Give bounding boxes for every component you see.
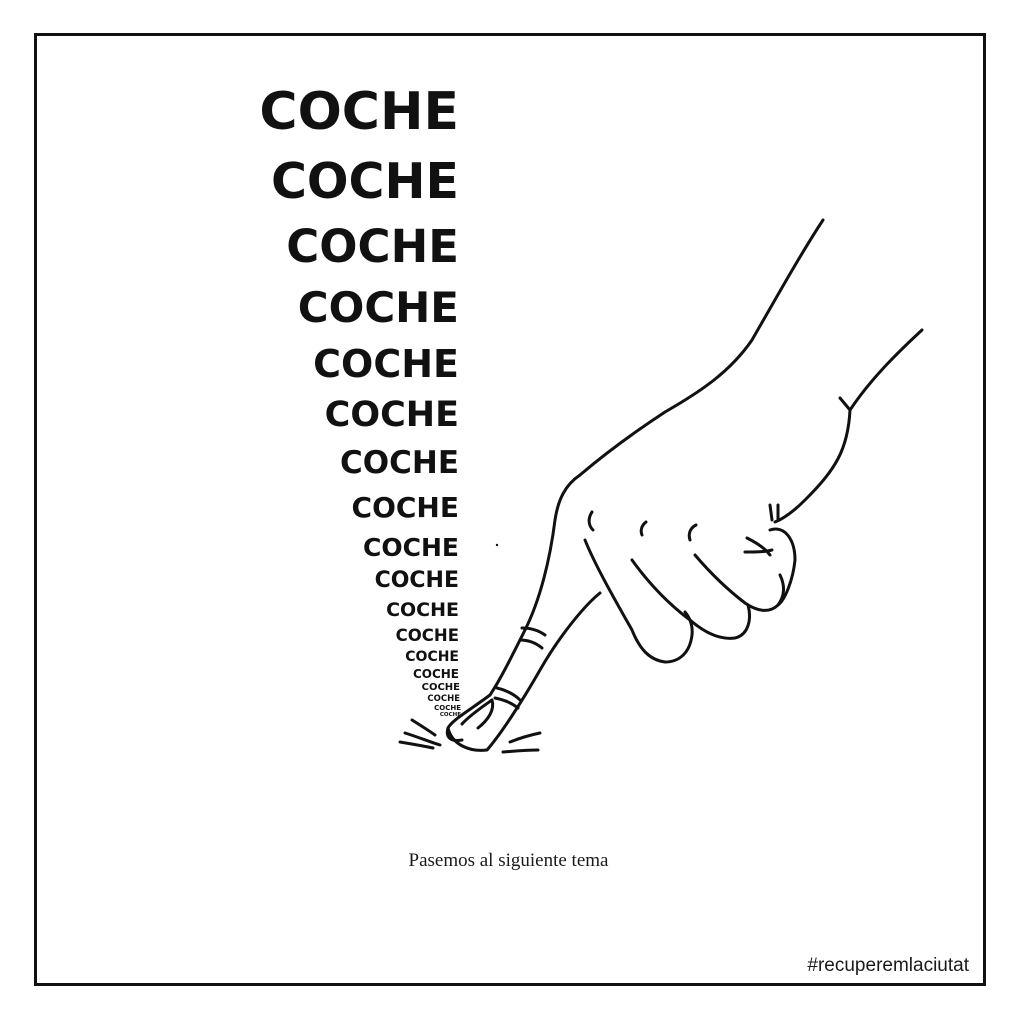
knuckle-mark bbox=[689, 525, 696, 540]
wrist-outline bbox=[850, 330, 922, 410]
coche-word: COCHE bbox=[395, 626, 459, 645]
coche-word: COCHE bbox=[421, 682, 460, 693]
coche-word: COCHE bbox=[412, 667, 459, 681]
coche-word: COCHE bbox=[313, 342, 459, 386]
ink-dot bbox=[496, 544, 498, 546]
hand-back-outline bbox=[580, 220, 823, 475]
finger-crease bbox=[495, 698, 518, 708]
coche-word: COCHE bbox=[439, 712, 461, 718]
finger-crease bbox=[520, 640, 542, 648]
coche-word: COCHE bbox=[386, 599, 459, 621]
coche-word: COCHE bbox=[270, 153, 459, 210]
coche-word: COCHE bbox=[434, 704, 461, 712]
motion-line bbox=[400, 742, 433, 748]
hashtag-text: #recuperemlaciutat bbox=[807, 955, 969, 976]
coche-word: COCHE bbox=[286, 220, 459, 273]
coche-word: COCHE bbox=[351, 491, 459, 524]
coche-word: COCHE bbox=[363, 533, 459, 562]
thumb-outline bbox=[775, 398, 850, 522]
motion-line bbox=[503, 750, 538, 752]
coche-word: COCHE bbox=[374, 568, 459, 593]
fingertip bbox=[448, 593, 600, 750]
curled-finger-1 bbox=[585, 540, 692, 662]
curled-finger-3 bbox=[695, 555, 784, 610]
motion-line bbox=[412, 720, 435, 735]
knuckle-mark bbox=[770, 505, 778, 520]
caption-text: Pasemos al siguiente tema bbox=[408, 850, 609, 871]
coche-word: COCHE bbox=[427, 694, 460, 704]
coche-word: COCHE bbox=[405, 649, 459, 665]
index-finger-top bbox=[447, 475, 580, 741]
coche-word: COCHE bbox=[259, 82, 459, 142]
knuckle-mark bbox=[641, 522, 646, 535]
motion-line bbox=[510, 733, 540, 742]
coche-word: COCHE bbox=[340, 445, 459, 481]
coche-word: COCHE bbox=[297, 283, 459, 332]
coche-word: COCHE bbox=[324, 395, 459, 435]
knuckle-mark bbox=[589, 512, 593, 530]
knuckle-mark bbox=[745, 538, 772, 555]
